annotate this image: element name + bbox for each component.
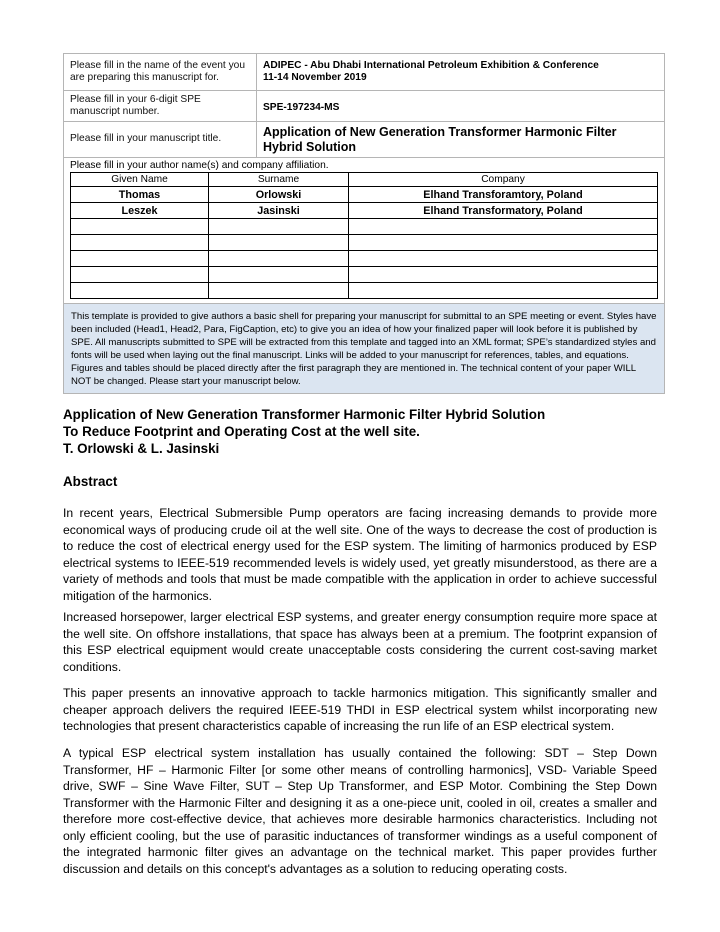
empty-company-cell[interactable] bbox=[349, 283, 658, 299]
author-company[interactable]: Elhand Transforamtory, Poland bbox=[349, 187, 658, 203]
manuscript-number: SPE-197234-MS bbox=[263, 102, 340, 113]
abstract-paragraph: A typical ESP electrical system installation has usually contained the following: SDT – Step Down Transformer, HF – Harmonic Filter [or some other means of controlling harmonics], VSD- Variable Speed drive, SWF – Sine Wave Filter, SUT – Step Up Transformer, and ESP Motor. Combining the Step Down Transformer with the Harmonic Filter and designing it as a one-piece unit, cooled in oil, creates a smaller and therefore more cost-effective device, that achieves more desirable harmonics characteristics. Including not only efficient cooling, but the use of parasitic inductances of transformer windings as a useful component of the integrated harmonic filter gives an advantage on the technical market. This paper provides further discussion and details on this concept's advantages as a solution to reducing operating costs. bbox=[63, 746, 657, 876]
empty-author-row bbox=[71, 219, 658, 235]
empty-author-row bbox=[71, 267, 658, 283]
empty-given-cell[interactable] bbox=[71, 219, 209, 235]
empty-surname-cell[interactable] bbox=[209, 251, 349, 267]
paper-title-line: Application of New Generation Transformer Harmonic Filter Hybrid Solution bbox=[63, 407, 546, 422]
empty-surname-cell[interactable] bbox=[209, 283, 349, 299]
empty-author-row bbox=[71, 251, 658, 267]
empty-surname-cell[interactable] bbox=[209, 267, 349, 283]
author-surname[interactable]: Jasinski bbox=[209, 203, 349, 219]
event-dates: 11-14 November 2019 bbox=[263, 72, 367, 83]
abstract-heading: Abstract bbox=[63, 474, 118, 489]
empty-given-cell[interactable] bbox=[71, 283, 209, 299]
empty-company-cell[interactable] bbox=[349, 219, 658, 235]
empty-given-cell[interactable] bbox=[71, 251, 209, 267]
manuscript-number-field[interactable] bbox=[257, 91, 665, 122]
template-notice: This template is provided to give authors a basic shell for preparing your manuscript for submittal to an SPE meeting or event. Styles have been included (Head1, Head2, Para, FigCaption, etc) to give you an idea of how your finalized paper will look before it is published by SPE. All manuscripts submitted to SPE will be extracted from this template and tagged into an XML format; SPE’s standardized styles and fonts will be used when laying out the final manuscript. Links will be added to your manuscript for references, tables, and equations. Figures and tables should be placed directly after the first paragraph they are mentioned in. The technical content of your paper WILL NOT be changed. Please start your manuscript below. bbox=[64, 304, 665, 394]
manuscript-number-label: Please fill in your 6-digit SPE manuscript number. bbox=[64, 91, 257, 122]
author-row bbox=[71, 203, 658, 219]
manuscript-title-field[interactable] bbox=[257, 122, 665, 158]
authors-header-row bbox=[71, 173, 658, 187]
author-company[interactable]: Elhand Transformatory, Poland bbox=[349, 203, 658, 219]
author-given-name[interactable]: Leszek bbox=[71, 203, 209, 219]
abstract-paragraph: In recent years, Electrical Submersible Pump operators are facing increasing demands to provide more economical ways of producing crude oil at the well site. One of the ways to decrease the cost of production is to reduce the cost of electrical energy used for the ESP system. The limiting of harmonics produced by ESP electrical systems to IEEE-519 recommended levels is widely used, yet greatly misunderstood, as there are a variety of methods and tools that must be made compatible with the application in order to achieve successful mitigation of the harmonics. bbox=[63, 506, 657, 603]
empty-company-cell[interactable] bbox=[349, 267, 658, 283]
empty-company-cell[interactable] bbox=[349, 251, 658, 267]
event-name: ADIPEC - Abu Dhabi International Petroleum Exhibition & Conference bbox=[263, 59, 599, 71]
surname-header: Surname bbox=[209, 173, 349, 187]
empty-author-row bbox=[71, 283, 658, 299]
abstract-paragraph: This paper presents an innovative approach to tackle harmonics mitigation. This significantly smaller and cheaper approach delivers the required IEEE-519 THDI in ESP electrical system whilst incorporating new technologies that present characteristics capable of increasing the run life of an ESP electrical system. bbox=[63, 686, 657, 733]
empty-given-cell[interactable] bbox=[71, 235, 209, 251]
given-name-header: Given Name bbox=[71, 173, 209, 187]
empty-surname-cell[interactable] bbox=[209, 219, 349, 235]
paper-title-block bbox=[63, 406, 663, 457]
paper-title-line: To Reduce Footprint and Operating Cost at the well site. bbox=[63, 424, 420, 439]
manuscript-title-label: Please fill in your manuscript title. bbox=[64, 122, 257, 158]
authors-table bbox=[70, 172, 658, 299]
empty-surname-cell[interactable] bbox=[209, 235, 349, 251]
authors-prompt: Please fill in your author name(s) and company affiliation. bbox=[70, 160, 329, 171]
author-surname[interactable]: Orlowski bbox=[209, 187, 349, 203]
author-given-name[interactable]: Thomas bbox=[71, 187, 209, 203]
empty-author-row bbox=[71, 235, 658, 251]
manuscript-info-form bbox=[63, 53, 665, 394]
author-row bbox=[71, 187, 658, 203]
event-label: Please fill in the name of the event you are preparing this manuscript for. bbox=[64, 54, 257, 91]
abstract-paragraph: Increased horsepower, larger electrical ESP systems, and greater energy consumption require more space at the well site. On offshore installations, that space has always been at a premium. The footprint expansion of this ESP electrical equipment would create unacceptable costs considering the current cost-saving market conditions. bbox=[63, 610, 657, 674]
company-header: Company bbox=[349, 173, 658, 187]
empty-given-cell[interactable] bbox=[71, 267, 209, 283]
paper-authors: T. Orlowski & L. Jasinski bbox=[63, 441, 220, 456]
manuscript-title: Application of New Generation Transformer Harmonic Filter Hybrid Solution bbox=[263, 124, 617, 154]
authors-section bbox=[64, 158, 665, 304]
empty-company-cell[interactable] bbox=[349, 235, 658, 251]
event-field[interactable] bbox=[257, 54, 665, 91]
